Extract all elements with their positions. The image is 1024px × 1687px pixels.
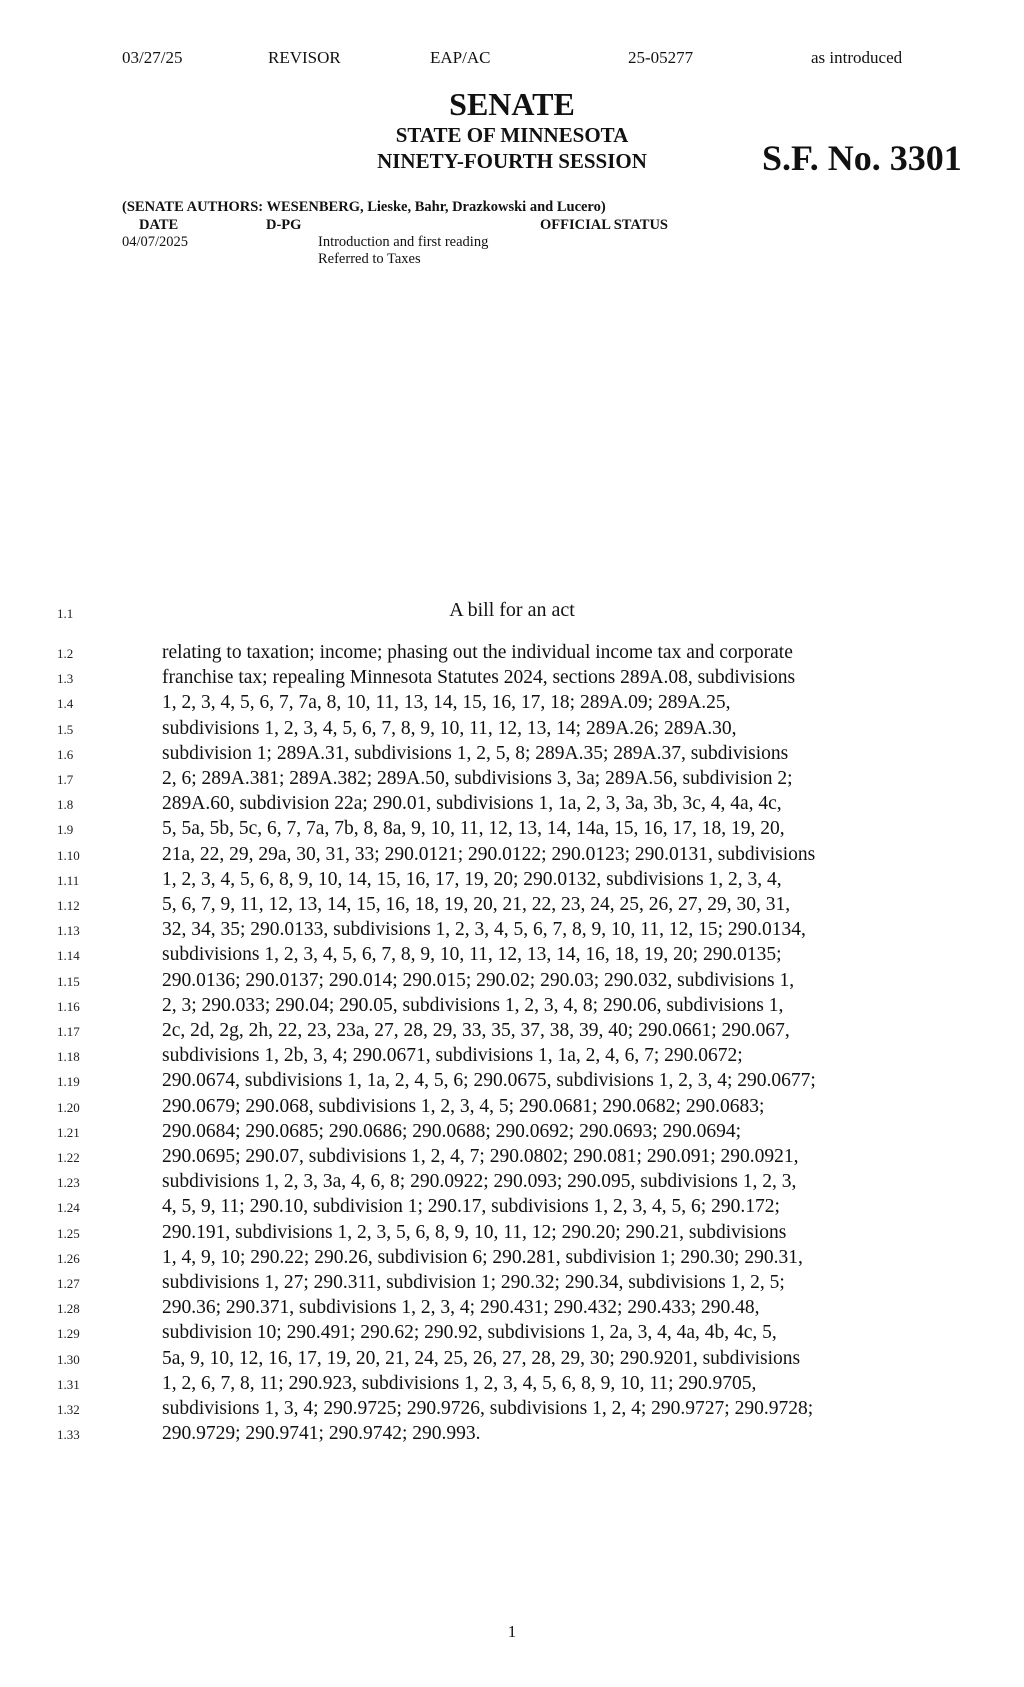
line-text: 1, 2, 3, 4, 5, 6, 7, 7a, 8, 10, 11, 13, 14, 15, 16, 17, 18; 289A.09; 289A.25, (162, 692, 731, 714)
bill-line (0, 993, 1024, 1018)
line-text: subdivisions 1, 2, 3, 3a, 4, 6, 8; 290.0922; 290.093; 290.095, subdivisions 1, 2, 3, (162, 1171, 797, 1193)
bill-line (0, 690, 1024, 715)
bill-line (0, 1068, 1024, 1093)
bill-line (0, 1094, 1024, 1119)
status-entry-date: 04/07/2025 (122, 234, 189, 250)
bill-line (0, 867, 1024, 892)
line-number: 1.2 (57, 646, 74, 661)
bill-line (0, 1018, 1024, 1043)
line-text: subdivisions 1, 2, 3, 4, 5, 6, 7, 8, 9, 10, 11, 12, 13, 14; 289A.26; 289A.30, (162, 717, 737, 739)
line-text: 4, 5, 9, 11; 290.10, subdivision 1; 290.17, subdivisions 1, 2, 3, 4, 5, 6; 290.172; (162, 1196, 780, 1218)
header-doc-number: 25-05277 (628, 48, 694, 67)
line-text: 21a, 22, 29, 29a, 30, 31, 33; 290.0121; 290.0122; 290.0123; 290.0131, subdivisions (162, 843, 816, 865)
header-initials: EAP/AC (430, 48, 491, 67)
bill-line (0, 1144, 1024, 1169)
line-number: 1.32 (57, 1402, 80, 1417)
line-number: 1.27 (57, 1276, 80, 1291)
line-number: 1.21 (57, 1124, 80, 1140)
line-text: 2c, 2d, 2g, 2h, 22, 23, 23a, 27, 28, 29, 33, 35, 37, 38, 39, 40; 290.0661; 290.067, (162, 1020, 790, 1041)
session-name: NINETY-FOURTH SESSION (377, 149, 647, 173)
status-col-date: DATE (139, 217, 179, 233)
header-revisor: REVISOR (268, 48, 341, 67)
line-number: 1.20 (57, 1099, 80, 1115)
bill-line (0, 1295, 1024, 1320)
line-number: 1.8 (57, 797, 74, 813)
bill-line (0, 741, 1024, 766)
status-col-dpg: D-PG (266, 217, 302, 233)
line-number: 1.29 (57, 1326, 80, 1342)
line-number: 1.11 (57, 872, 80, 888)
line-number: 1.12 (57, 898, 80, 913)
line-number: 1.7 (57, 772, 74, 787)
line-text: 290.0679; 290.068, subdivisions 1, 2, 3, 4, 5; 290.0681; 290.0682; 290.0683; (162, 1095, 765, 1117)
line-number: 1.24 (57, 1200, 80, 1216)
line-number: 1.13 (57, 923, 80, 939)
bill-line (0, 942, 1024, 967)
bill-line (0, 716, 1024, 741)
line-text: relating to taxation; income; phasing out the individual income tax and corporate (162, 642, 793, 663)
line-number: 1.19 (57, 1074, 80, 1090)
line-text: 32, 34, 35; 290.0133, subdivisions 1, 2, 3, 4, 5, 6, 7, 8, 9, 10, 11, 12, 15; 290.0134, (162, 919, 806, 941)
line-text: subdivisions 1, 3, 4; 290.9725; 290.9726, subdivisions 1, 2, 4; 290.9727; 290.9728; (162, 1398, 814, 1419)
line-text: 290.0695; 290.07, subdivisions 1, 2, 4, 7; 290.0802; 290.081; 290.091; 290.0921, (162, 1146, 799, 1167)
line-text: subdivisions 1, 2b, 3, 4; 290.0671, subdivisions 1, 1a, 2, 4, 6, 7; 290.0672; (162, 1045, 743, 1067)
line-number: 1.5 (57, 721, 74, 737)
line-number: 1.30 (57, 1351, 80, 1367)
line-text: 1, 2, 3, 4, 5, 6, 8, 9, 10, 14, 15, 16, 17, 19, 20; 290.0132, subdivisions 1, 2, 3, 4, (162, 868, 782, 890)
state-name: STATE OF MINNESOTA (395, 123, 629, 147)
line-number: 1.14 (57, 948, 80, 964)
bill-line (0, 665, 1024, 690)
line-text: 290.191, subdivisions 1, 2, 3, 5, 6, 8, 9, 10, 11, 12; 290.20; 290.21, subdivisions (162, 1221, 787, 1243)
line-number: 1.18 (57, 1049, 80, 1065)
header-date: 03/27/25 (122, 48, 183, 67)
page-number: 1 (507, 1622, 517, 1641)
status-entry-referral: Referred to Taxes (318, 251, 421, 267)
bill-line (0, 1043, 1024, 1068)
status-col-official: OFFICIAL STATUS (540, 217, 668, 233)
line-number: 1.4 (57, 696, 74, 712)
line-text: 5a, 9, 10, 12, 16, 17, 19, 20, 21, 24, 25, 26, 27, 28, 29, 30; 290.9201, subdivisions (162, 1347, 801, 1369)
bill-line (0, 892, 1024, 917)
line-text: 290.0674, subdivisions 1, 1a, 2, 4, 5, 6; 290.0675, subdivisions 1, 2, 3, 4; 290.0677; (162, 1070, 816, 1092)
bill-line (0, 1220, 1024, 1245)
line-text: subdivision 10; 290.491; 290.62; 290.92, subdivisions 1, 2a, 3, 4, 4a, 4b, 4c, 5, (162, 1322, 777, 1344)
line-text: 2, 3; 290.033; 290.04; 290.05, subdivisions 1, 2, 3, 4, 8; 290.06, subdivisions 1, (162, 994, 784, 1016)
bill-line (0, 842, 1024, 867)
line-text: 290.0684; 290.0685; 290.0686; 290.0688; 290.0692; 290.0693; 290.0694; (162, 1120, 742, 1142)
file-number: S.F. No. 3301 (762, 138, 962, 178)
line-number: 1.3 (57, 671, 74, 687)
bill-line (0, 1169, 1024, 1194)
bill-line (0, 816, 1024, 841)
bill-line (0, 1194, 1024, 1219)
header-version: as introduced (811, 48, 903, 67)
bill-line (0, 766, 1024, 791)
line-text: subdivisions 1, 27; 290.311, subdivision 1; 290.32; 290.34, subdivisions 1, 2, 5; (162, 1272, 785, 1293)
line-number: 1.1 (57, 606, 74, 621)
line-text: 290.36; 290.371, subdivisions 1, 2, 3, 4; 290.431; 290.432; 290.433; 290.48, (162, 1297, 760, 1319)
senate-authors: (SENATE AUTHORS: WESENBERG, Lieske, Bahr, Drazkowski and Lucero) (122, 199, 606, 215)
line-number: 1.9 (57, 822, 74, 838)
line-number: 1.17 (57, 1024, 80, 1039)
line-text: franchise tax; repealing Minnesota Statutes 2024, sections 289A.08, subdivisions (162, 667, 796, 689)
status-entry-action: Introduction and first reading (318, 234, 489, 250)
bill-line (0, 1270, 1024, 1295)
line-text: 1, 2, 6, 7, 8, 11; 290.923, subdivisions 1, 2, 3, 4, 5, 6, 8, 9, 10, 11; 290.9705, (162, 1372, 757, 1394)
line-text: 2, 6; 289A.381; 289A.382; 289A.50, subdivisions 3, 3a; 289A.56, subdivision 2; (162, 768, 793, 789)
line-number: 1.23 (57, 1175, 80, 1191)
line-number: 1.26 (57, 1250, 80, 1266)
bill-line (0, 968, 1024, 993)
line-text: subdivisions 1, 2, 3, 4, 5, 6, 7, 8, 9, 10, 11, 12, 13, 14, 16, 18, 19, 20; 290.0135; (162, 944, 782, 966)
bill-line (0, 1245, 1024, 1270)
bill-line (0, 1346, 1024, 1371)
line-number: 1.16 (57, 998, 80, 1014)
line-number: 1.31 (57, 1376, 80, 1392)
bill-line (0, 640, 1024, 665)
bill-line (0, 1371, 1024, 1396)
line-number: 1.10 (57, 847, 80, 863)
line-text: subdivision 1; 289A.31, subdivisions 1, 2, 5, 8; 289A.35; 289A.37, subdivisions (162, 742, 789, 764)
bill-line (0, 791, 1024, 816)
line-text: 290.9729; 290.9741; 290.9742; 290.993. (162, 1423, 481, 1445)
bill-line (0, 1119, 1024, 1144)
line-text: 5, 6, 7, 9, 11, 12, 13, 14, 15, 16, 18, 19, 20, 21, 22, 23, 24, 25, 26, 27, 29, 30, 31, (162, 894, 791, 915)
line-number: 1.22 (57, 1150, 80, 1165)
bill-line (0, 1396, 1024, 1421)
line-number: 1.25 (57, 1225, 80, 1241)
bill-title: A bill for an act (449, 599, 575, 621)
bill-line (0, 1421, 1024, 1446)
line-number: 1.15 (57, 973, 80, 989)
line-text: 1, 4, 9, 10; 290.22; 290.26, subdivision 6; 290.281, subdivision 1; 290.30; 290.31, (162, 1246, 803, 1268)
line-text: 289A.60, subdivision 22a; 290.01, subdivisions 1, 1a, 2, 3, 3a, 3b, 3c, 4, 4a, 4c, (162, 793, 782, 815)
bill-line (0, 1320, 1024, 1345)
line-number: 1.33 (57, 1427, 80, 1443)
bill-line (0, 917, 1024, 942)
line-text: 5, 5a, 5b, 5c, 6, 7, 7a, 7b, 8, 8a, 9, 10, 11, 12, 13, 14, 14a, 15, 16, 17, 18, 19, 20, (162, 818, 785, 840)
chamber-title: SENATE (449, 86, 575, 122)
line-text: 290.0136; 290.0137; 290.014; 290.015; 290.02; 290.03; 290.032, subdivisions 1, (162, 969, 795, 991)
line-number: 1.6 (57, 746, 74, 762)
line-number: 1.28 (57, 1301, 80, 1317)
